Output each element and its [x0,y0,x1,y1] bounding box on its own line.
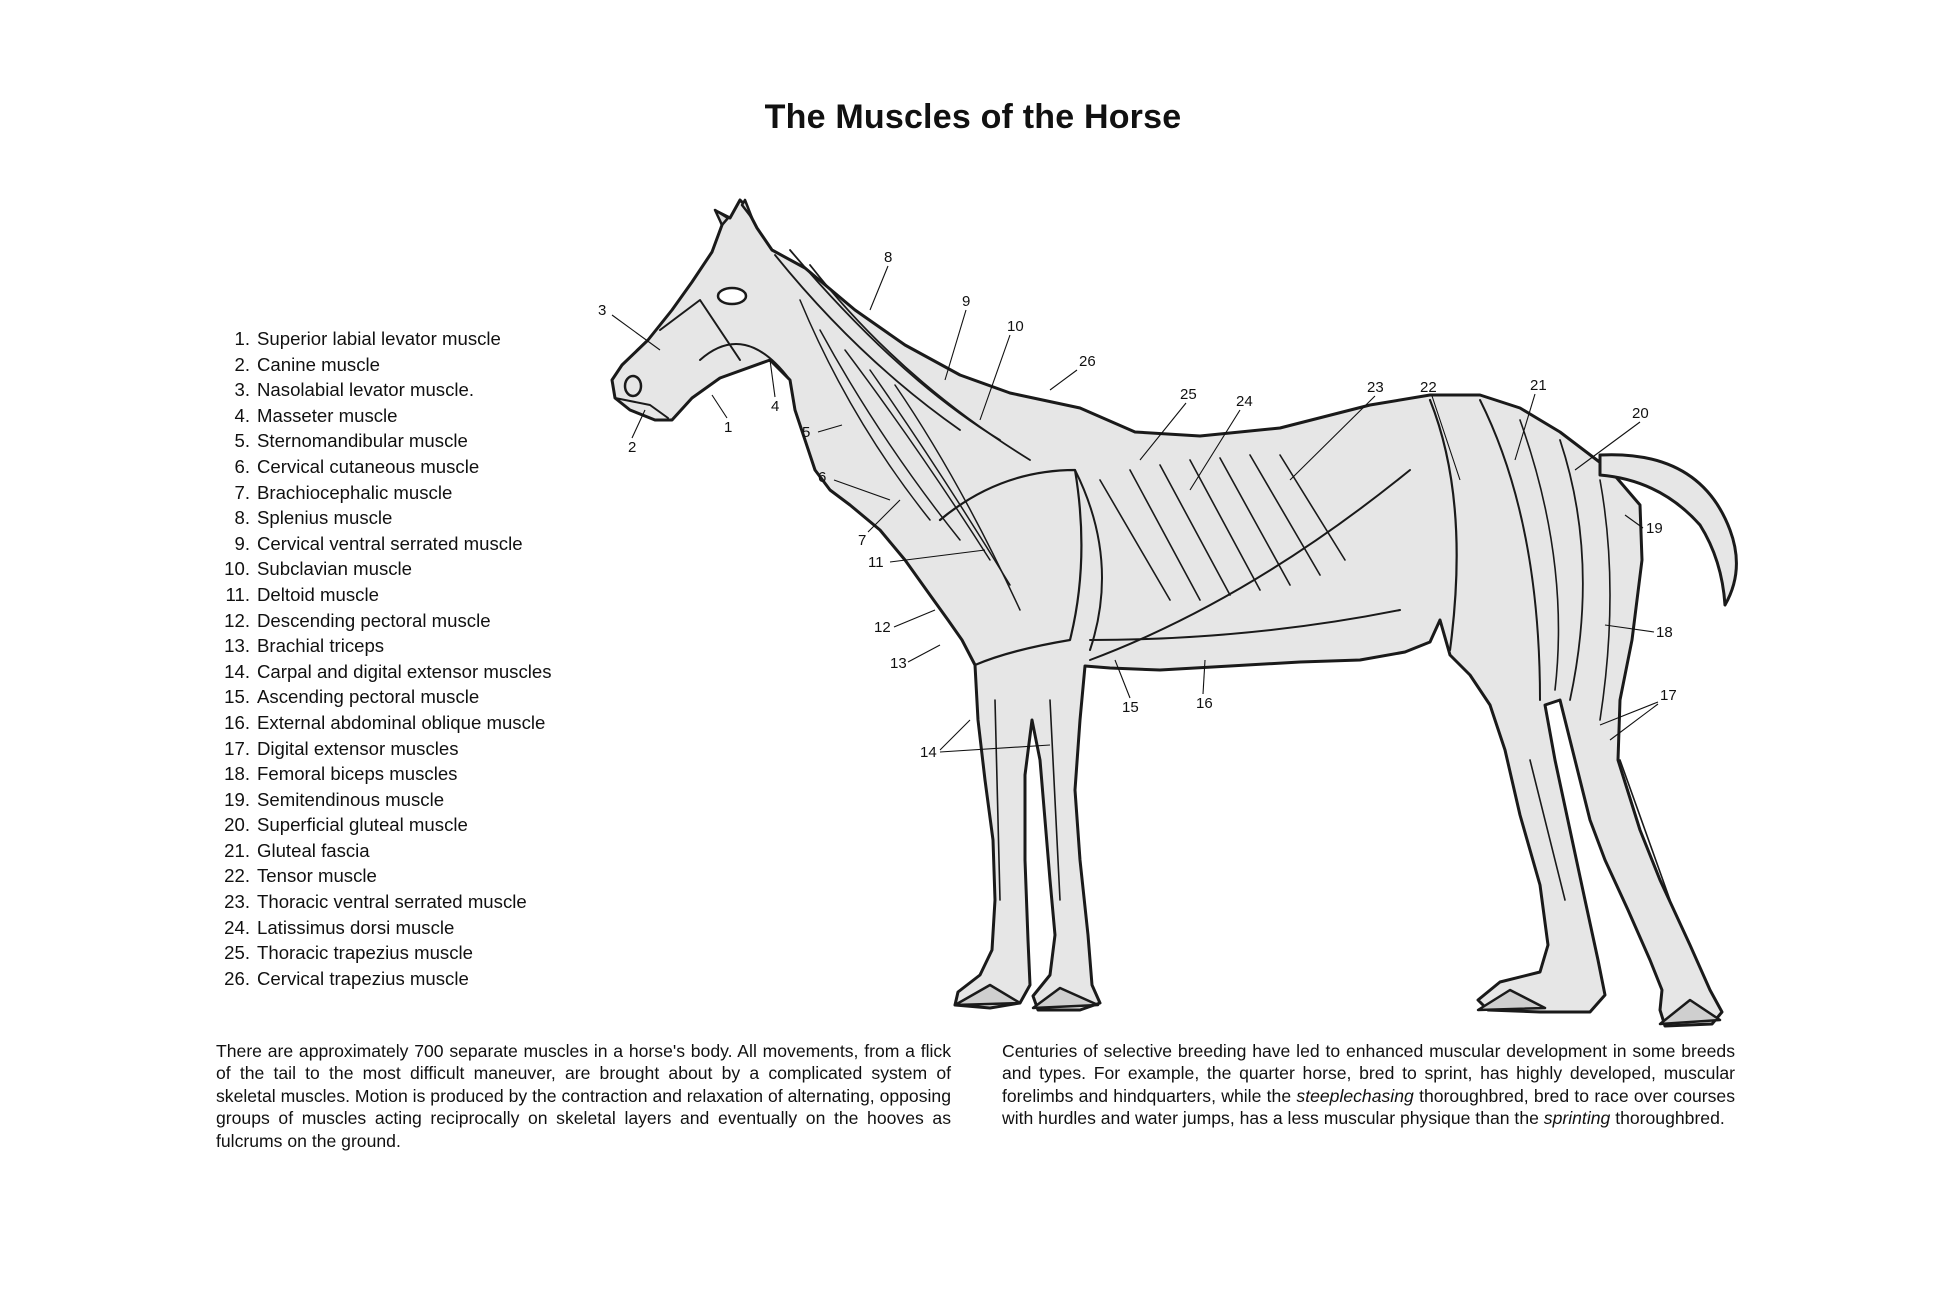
legend-label: Descending pectoral muscle [257,609,491,631]
legend-label: Thoracic trapezius muscle [257,942,473,964]
callout-number: 4 [771,398,780,415]
legend-label: Ascending pectoral muscle [257,686,480,708]
legend-label: Superficial gluteal muscle [257,814,468,836]
legend-number: 16. [224,711,250,733]
legend-label: Carpal and digital extensor muscles [257,660,552,682]
legend-item [214,863,552,889]
legend-label: Subclavian muscle [257,558,413,580]
callout-leader-line [908,645,940,662]
callout-number: 16 [1196,695,1213,712]
legend-number: 13. [224,635,250,657]
legend-number: 7. [234,481,250,503]
callout-number: 3 [598,302,607,319]
legend-number: 15. [224,686,250,708]
legend-item [214,428,552,454]
callout-number: 9 [962,293,971,310]
legend-number: 19. [224,788,250,810]
callout-number: 24 [1236,393,1253,410]
legend-item [214,326,552,352]
legend-number: 12. [224,609,250,631]
horse-illustration [612,200,1736,1026]
legend-number: 18. [224,763,250,785]
callout-number: 10 [1007,318,1024,335]
legend-item [214,531,552,557]
legend-label: External abdominal oblique muscle [257,711,546,733]
legend-label: Semitendinous muscle [257,788,445,810]
breeding-paragraph: Centuries of selective breeding have led to enhanced muscular development in some breeds and types. For example, the quarter horse, bred to sprint, has highly developed, muscular forelimbs and hindquarters, while the steeplechasing thoroughbred, bred to race over courses with hurdles and water jumps, has a less muscular physique than the sprinting thoroughbred. [1002,1041,1735,1129]
callout-number: 1 [724,419,733,436]
legend-number: 1. [234,328,250,349]
legend-item [214,684,552,710]
legend-item [214,812,552,838]
legend-label: Canine muscle [257,353,380,375]
legend-label: Deltoid muscle [257,583,379,605]
callout-number: 17 [1660,687,1677,704]
callout-leader-line [945,310,966,380]
legend-label: Cervical ventral serrated muscle [257,532,523,554]
legend-label: Femoral biceps muscles [257,763,458,785]
callout-number: 12 [874,619,891,636]
legend-item [214,480,552,506]
legend-item [214,710,552,736]
legend-item [214,838,552,864]
legend-item [214,915,552,941]
legend-label: Cervical trapezius muscle [257,967,469,989]
legend-item [214,633,552,659]
legend-item [214,889,552,915]
legend-item [214,787,552,813]
horse-muscle-diagram [590,190,1740,1040]
legend-item [214,966,552,992]
legend-number: 10. [224,558,250,580]
legend-number: 4. [234,404,250,426]
callout-number: 18 [1656,624,1673,641]
legend-number: 3. [234,379,250,401]
legend-item [214,582,552,608]
callout-number: 20 [1632,405,1649,422]
callout-leader-line [1050,370,1077,390]
legend-item [214,454,552,480]
legend-label: Masseter muscle [257,404,398,426]
legend-label: Splenius muscle [257,507,393,529]
legend-label: Digital extensor muscles [257,737,459,759]
callout-number: 14 [920,744,937,761]
legend-label: Thoracic ventral serrated muscle [257,891,527,913]
callout-number: 6 [818,469,827,486]
intro-paragraph: There are approximately 700 separate muscles in a horse's body. All movements, from a flick of the tail to the most difficult maneuver, are brought about by a complicated system of skeletal muscles. Motion is produced by the contraction and relaxation of alternating, opposing groups of muscles acting reciprocally on skeletal layers and eventually on the hooves as fulcrums on the ground. [216,1041,951,1151]
legend-number: 14. [224,660,250,682]
legend-number: 11. [225,583,250,605]
callout-number: 15 [1122,699,1139,716]
callout-number: 8 [884,249,893,266]
legend-item [214,505,552,531]
legend-number: 6. [234,455,250,477]
legend-number: 5. [234,430,250,452]
callout-leader-line [940,720,970,750]
legend-item [214,736,552,762]
legend-number: 24. [224,916,250,938]
legend-item [214,761,552,787]
callout-number: 19 [1646,520,1663,537]
legend-label: Cervical cutaneous muscle [257,455,480,477]
legend-item [214,659,552,685]
legend-number: 23. [224,891,250,913]
callout-number: 23 [1367,379,1384,396]
callout-number: 13 [890,655,907,672]
legend-item [214,608,552,634]
legend-number: 21. [224,839,250,861]
legend-label: Gluteal fascia [257,839,370,861]
legend-label: Latissimus dorsi muscle [257,916,455,938]
callout-leader-line [894,610,935,627]
legend-item [214,403,552,429]
horse-silhouette [612,200,1722,1026]
muscle-legend [214,326,552,991]
legend-number: 17. [224,737,250,759]
legend-number: 22. [224,865,250,887]
legend-label: Sternomandibular muscle [257,430,468,452]
legend-number: 25. [224,942,250,964]
legend-item [214,377,552,403]
page-title: The Muscles of the Horse [764,98,1182,136]
legend-item [214,556,552,582]
callout-number: 11 [868,554,884,571]
callout-number: 5 [802,424,811,441]
callout-number: 25 [1180,386,1197,403]
callout-number: 26 [1079,353,1096,370]
callout-number: 22 [1420,379,1437,396]
legend-item [214,940,552,966]
legend-number: 9. [234,532,250,554]
legend-number: 26. [224,967,250,989]
legend-label: Superior labial levator muscle [257,328,501,349]
callout-leader-line [870,266,888,310]
callout-leader-line [712,395,727,418]
callout-number: 7 [858,532,867,549]
legend-label: Nasolabial levator muscle. [257,379,475,401]
legend-label: Brachiocephalic muscle [257,481,453,503]
legend-label: Tensor muscle [257,865,377,887]
legend-number: 20. [224,814,250,836]
callout-number: 21 [1530,377,1547,394]
legend-item [214,352,552,378]
callout-number: 2 [628,439,637,456]
legend-number: 8. [234,507,250,529]
legend-number: 2. [234,353,250,375]
legend-label: Brachial triceps [257,635,385,657]
